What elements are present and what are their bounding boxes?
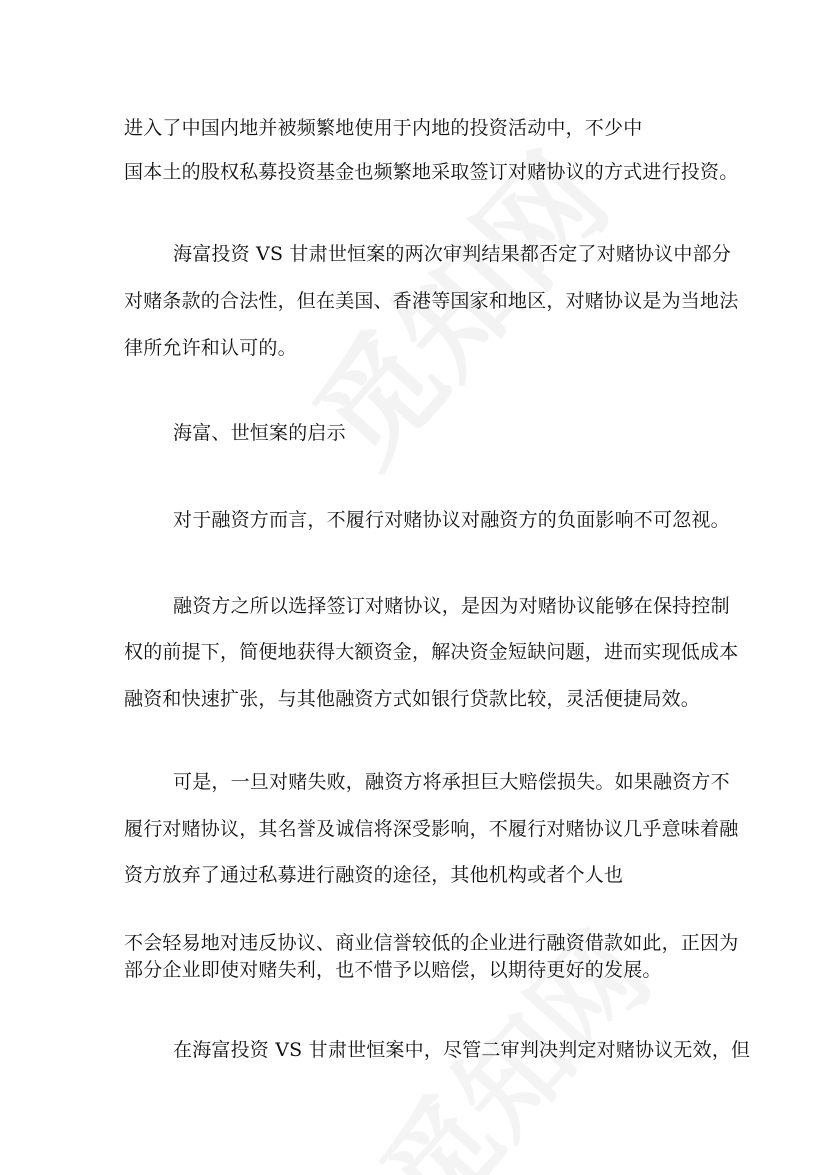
section-heading: 海富、世恒案的启示 <box>173 422 346 444</box>
paragraph-line: 可是，一旦对赌失败，融资方将承担巨大赔偿损失。如果融资方不 <box>173 771 730 793</box>
paragraph-line: 不会轻易地对违反协议、商业信誉较低的企业进行融资借款如此，正因为 <box>124 932 739 954</box>
paragraph-line: 履行对赌协议，其名誉及诚信将深受影响，不履行对赌协议几乎意味着融 <box>124 818 739 840</box>
paragraph-line: 对于融资方而言，不履行对赌协议对融资方的负面影响不可忽视。 <box>173 509 730 531</box>
paragraph-line: 律所允许和认可的。 <box>124 337 297 359</box>
paragraph-line: 部分企业即使对赌失利，也不惜予以赔偿，以期待更好的发展。 <box>124 959 662 981</box>
paragraph-line: 资方放弃了通过私募进行融资的途径，其他机构或者个人也 <box>124 864 624 886</box>
paragraph-line: 对赌条款的合法性，但在美国、香港等国家和地区，对赌协议是为当地法 <box>124 290 739 312</box>
paragraph-line: 融资方之所以选择签订对赌协议，是因为对赌协议能够在保持控制 <box>173 595 730 617</box>
paragraph-line: 国本土的股权私募投资基金也频繁地采取签订对赌协议的方式进行投资。 <box>124 161 739 183</box>
paragraph-line: 进入了中国内地并被频繁地使用于内地的投资活动中，不少中 <box>124 117 643 139</box>
paragraph-line: 融资和快速扩张，与其他融资方式如银行贷款比较，灵活便捷局效。 <box>124 688 701 710</box>
paragraph-line: 在海富投资 VS 甘肃世恒案中，尽管二审判决判定对赌协议无效，但 <box>173 1039 751 1061</box>
paragraph-line: 海富投资 VS 甘肃世恒案的两次审判结果都否定了对赌协议中部分 <box>173 243 732 265</box>
paragraph-line: 权的前提下，简便地获得大额资金，解决资金短缺问题，进而实现低成本 <box>124 641 739 663</box>
